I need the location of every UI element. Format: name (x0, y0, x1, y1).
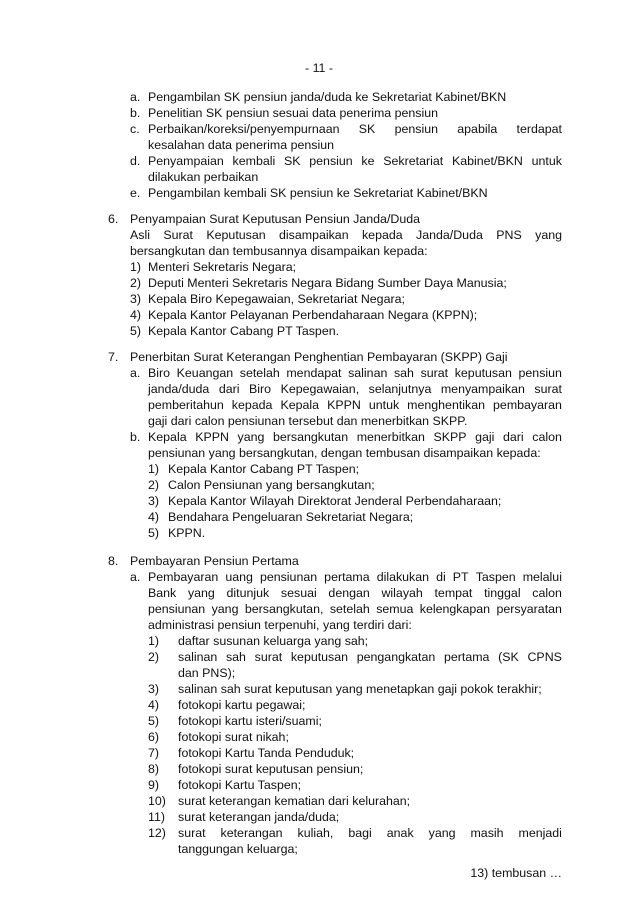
word: bagi (348, 826, 372, 840)
word: SK (283, 154, 301, 168)
list-marker: 5) (130, 324, 142, 338)
word: surat (178, 826, 206, 840)
word: menghentikan (407, 398, 486, 412)
word: Kabinet/BKN (451, 154, 523, 168)
justified-line (148, 602, 562, 618)
list-marker: 8) (148, 762, 160, 776)
word: di (436, 570, 446, 584)
word: semua (376, 602, 414, 616)
word: sah (393, 366, 414, 380)
list-item-text: fotokopi surat keputusan pensiun; (178, 762, 364, 776)
list-marker: 4) (148, 698, 160, 712)
list-item-text: surat keterangan janda/duda; (178, 810, 340, 824)
list-item-text: fotokopi Kartu Tanda Penduduk; (178, 746, 355, 760)
list-marker: b. (130, 106, 141, 120)
list-marker: 5) (148, 526, 160, 540)
word: surat (254, 650, 283, 664)
word: masih (470, 826, 504, 840)
list-marker: a. (130, 570, 141, 584)
list-marker: 4) (130, 308, 142, 322)
list-item-text: daftar susunan keluarga yang sah; (178, 634, 369, 648)
word: Biro (148, 366, 171, 380)
word: keputusan (454, 366, 512, 380)
word: PT (452, 570, 469, 584)
list-marker: 1) (130, 260, 142, 274)
list-marker: 10) (148, 794, 166, 808)
word: setelah (239, 366, 280, 380)
word: CPNS (527, 650, 562, 664)
list-marker: 7) (148, 746, 160, 760)
list-item-text: Kepala Kantor Pelayanan Perbendaharaan Negara (KPPN); (148, 308, 478, 322)
word: tempat (434, 586, 473, 600)
continuation-note: 13) tembusan … (470, 866, 562, 880)
word: menerbitkan (356, 430, 425, 444)
word: pensiun (394, 122, 438, 136)
word: selanjutnya (368, 382, 432, 396)
word: yang (428, 826, 456, 840)
word: pensiun (309, 154, 353, 168)
word: dilakukan (376, 570, 430, 584)
word: pensiunan (148, 602, 206, 616)
justified-line (148, 570, 562, 586)
list-marker: 2) (130, 276, 142, 290)
justified-line (148, 586, 562, 602)
word: salinan (348, 366, 388, 380)
word: surat (534, 382, 562, 396)
word: Kepala (148, 430, 187, 444)
justified-line (148, 122, 562, 138)
list-marker: 11) (148, 810, 165, 824)
justified-line (148, 154, 562, 170)
list-item-text: Kepala Biro Kepegawaian, Sekretariat Negara; (148, 292, 405, 306)
word: ditunjuk (226, 586, 270, 600)
justified-line (178, 826, 562, 842)
list-marker: 3) (148, 494, 160, 508)
word: yang (187, 586, 215, 600)
section-title: Penerbitan Surat Keterangan Penghentian Pembayaran (SKPP) Gaji (130, 350, 508, 364)
word: dengan (328, 586, 370, 600)
word: calon (532, 586, 562, 600)
page-number: - 11 - (305, 61, 333, 75)
word: untuk (368, 398, 400, 412)
list-item-text: Bendahara Pengeluaran Sekretariat Negara; (168, 510, 414, 524)
word: pemberitahun (148, 398, 224, 412)
word: PNS (496, 228, 522, 242)
word: dari (218, 382, 240, 396)
section-title: Penyampaian Surat Keputusan Pensiun Janda/Duda (130, 212, 421, 226)
word: apabila (457, 122, 498, 136)
word: keputusan (290, 650, 349, 664)
list-item-text: dan PNS); (178, 666, 236, 680)
word: untuk (531, 154, 562, 168)
word: pensiun (518, 366, 562, 380)
word: Taspen (475, 570, 516, 584)
word: Surat (163, 228, 193, 242)
word: kepada (231, 398, 273, 412)
word: KPPN (195, 430, 229, 444)
justified-line (148, 366, 562, 382)
list-item-text: Penelitian SK pensiun sesuai data penerima pensiun (148, 106, 439, 120)
word: pertama (443, 650, 490, 664)
word: janda/duda (148, 382, 210, 396)
list-item-text: surat keterangan kematian dari kelurahan; (178, 794, 411, 808)
word: pengangkatan (356, 650, 436, 664)
word: SK (358, 122, 376, 136)
word: kembali (232, 154, 276, 168)
word: pensiunan (259, 570, 318, 584)
list-item-text: dilakukan perbaikan (148, 170, 259, 184)
word: Penyampaian (148, 154, 224, 168)
word: uang (225, 570, 253, 584)
word: Pembayaran (148, 570, 219, 584)
section-number: 8. (108, 554, 119, 568)
word: Keuangan (176, 366, 234, 380)
word: terdapat (516, 122, 562, 136)
word: sesuai (280, 586, 317, 600)
word: yang (211, 602, 239, 616)
word: salinan (178, 650, 218, 664)
section-number: 6. (108, 212, 119, 226)
word: wilayah (381, 586, 423, 600)
list-item-text: Kepala Kantor Wilayah Direktorat Jenderal Perbendaharaan; (168, 494, 502, 508)
list-marker: 1) (148, 634, 160, 648)
list-item-text: Deputi Menteri Sekretaris Negara Bidang Sumber Daya Manusia; (148, 276, 507, 290)
list-item-text: Pengambilan SK pensiun janda/duda ke Sekretariat Kabinet/BKN (148, 90, 507, 104)
paragraph-line: pensiunan yang bersangkutan, dengan tembusan disampaikan kepada: (148, 446, 541, 460)
list-item-text: Kepala Kantor Cabang PT Taspen; (168, 462, 360, 476)
list-marker: b. (130, 430, 141, 444)
list-marker: 3) (148, 682, 160, 696)
word: bersangkutan (273, 430, 349, 444)
justified-line (148, 430, 562, 446)
word: calon (532, 430, 562, 444)
word: persyaratan (496, 602, 562, 616)
list-item-text: fotokopi surat nikah; (178, 730, 289, 744)
list-marker: c. (130, 122, 140, 136)
list-item-text: Pengambilan kembali SK pensiun ke Sekretariat Kabinet/BKN (148, 186, 488, 200)
word: Janda/Duda (416, 228, 483, 242)
list-marker: 3) (130, 292, 142, 306)
list-item-text: kesalahan data penerima pensiun (148, 138, 334, 152)
word: Sekretariat (383, 154, 444, 168)
word: Asli (130, 228, 150, 242)
list-item-text: KPPN. (168, 526, 206, 540)
word: kepada (361, 228, 403, 242)
list-item-text: fotokopi Kartu Taspen; (178, 778, 302, 792)
word: yang (535, 228, 562, 242)
justified-line (148, 398, 562, 414)
word: setelah (329, 602, 370, 616)
list-marker: 6) (148, 730, 160, 744)
word: KPPN (327, 398, 361, 412)
list-item-text: tanggungan keluarga; (178, 842, 298, 856)
word: Keputusan (206, 228, 266, 242)
justified-line (130, 228, 562, 244)
list-marker: 2) (148, 650, 160, 664)
word: pertama (324, 570, 370, 584)
word: dari (503, 430, 524, 444)
word: SKPP (433, 430, 467, 444)
list-item-text: Menteri Sekretaris Negara; (148, 260, 297, 274)
section-title: Pembayaran Pensiun Pertama (130, 554, 299, 568)
word: yang (237, 430, 265, 444)
word: Biro (249, 382, 272, 396)
list-marker: 1) (148, 462, 160, 476)
list-marker: 9) (148, 778, 160, 792)
word: (SK (498, 650, 519, 664)
paragraph-line: gaji dari calon pensiunan tersebut dan menerbitkan SKPP. (148, 414, 468, 428)
word: disampaikan (279, 228, 349, 242)
list-marker: e. (130, 186, 141, 200)
list-marker: a. (130, 90, 141, 104)
word: Kepala (280, 398, 320, 412)
word: sah (225, 650, 246, 664)
word: kelengkapan (419, 602, 491, 616)
word: surat (420, 366, 449, 380)
word: Bank (148, 586, 177, 600)
list-item-text: Kepala Kantor Cabang PT Taspen. (148, 324, 340, 338)
justified-line (178, 650, 562, 666)
list-marker: 4) (148, 510, 160, 524)
list-item-text: fotokopi kartu pegawai; (178, 698, 306, 712)
word: kuliah, (297, 826, 334, 840)
justified-line (148, 382, 562, 398)
word: gaji (475, 430, 495, 444)
word: Kepegawaian, (280, 382, 360, 396)
list-marker: 2) (148, 478, 160, 492)
list-item-text: salinan sah surat keputusan yang menetapkan gaji pokok terakhir; (178, 682, 542, 696)
word: melalui (522, 570, 562, 584)
list-marker: 12) (148, 826, 166, 840)
word: anak (386, 826, 414, 840)
list-item-text: fotokopi kartu isteri/suami; (178, 714, 322, 728)
section-number: 7. (108, 350, 119, 364)
word: menjadi (518, 826, 562, 840)
paragraph-line: administrasi pensiun terpenuhi, yang terdiri dari: (148, 618, 412, 632)
word: bersangkutan, (244, 602, 324, 616)
list-marker: a. (130, 366, 141, 380)
word: Perbaikan/koreksi/penyempurnaan (148, 122, 340, 136)
word: tinggal (484, 586, 521, 600)
list-marker: 5) (148, 714, 160, 728)
list-item-text: Calon Pensiunan yang bersangkutan; (168, 478, 375, 492)
word: ke (361, 154, 375, 168)
word: pembayaran (493, 398, 562, 412)
word: mendapat (286, 366, 342, 380)
list-marker: d. (130, 154, 141, 168)
paragraph-line: bersangkutan dan tembusannya disampaikan kepada: (130, 244, 428, 258)
word: keterangan (220, 826, 283, 840)
word: menyampaikan (440, 382, 525, 396)
